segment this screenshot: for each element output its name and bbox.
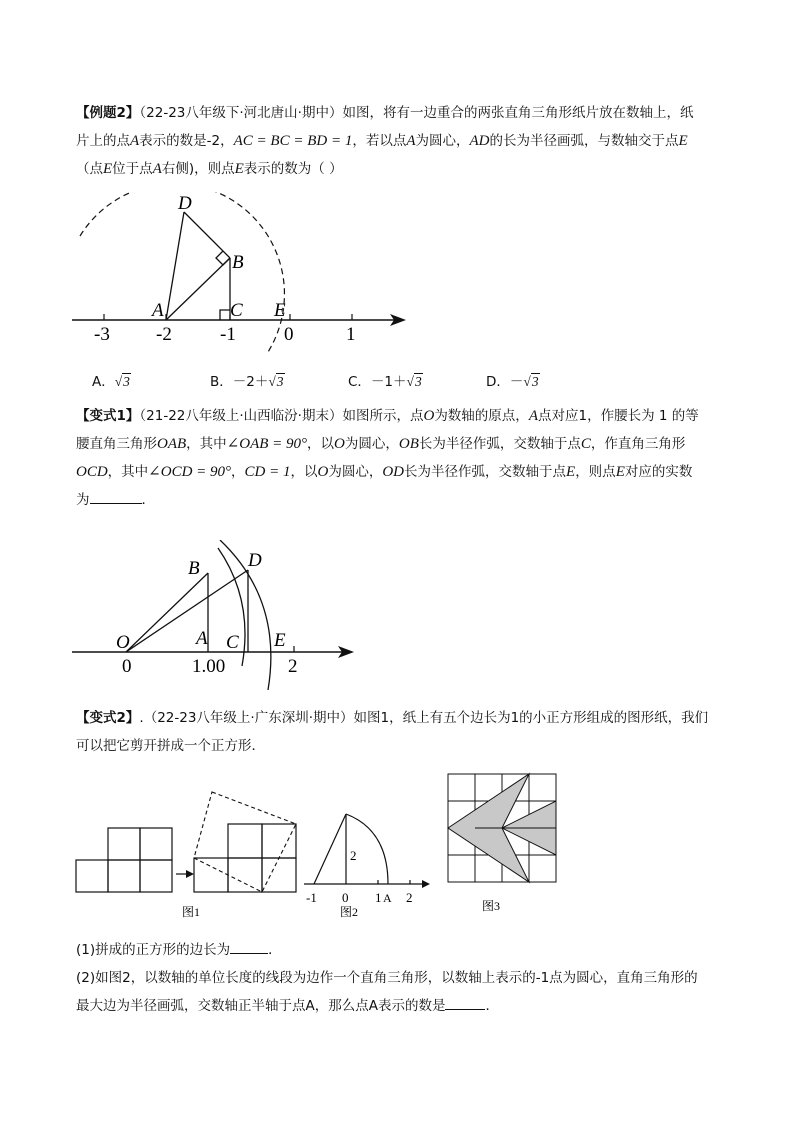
text-segment: 为圆心， [344,436,399,452]
text-segment: 点对应1，作腰长为 1 的等 [537,408,699,424]
tick-label: -1 [220,324,236,345]
variant1-source: （21-22八年级上·山西临汾·期末） [139,408,343,424]
tick-label: -1 [306,890,317,905]
text-segment: 位于点 [112,161,153,177]
variant1-tag: 【变式1】 [76,408,140,424]
label-A: A [196,628,208,649]
label-C: C [230,300,243,321]
question-2-line1: (2)如图2，以数轴的单位长度的线段为边作一个直角三角形，以数轴上表示的-1点为圆心，直角三角形的 [76,970,698,986]
text-segment: 长为半径作弧，交数轴于点 [404,464,567,480]
text-segment: 为 [76,492,90,508]
variant1-figure [68,540,358,690]
option-letter: C． [348,374,371,390]
triangles [166,212,230,320]
example2-source: （22-23八年级下·河北唐山·期中） [139,105,343,121]
radicand: 3 [276,374,284,389]
variant1-line3 [76,458,726,486]
label-E: E [274,300,286,321]
variant1-problem-text [76,402,726,514]
fig1-shape [76,828,172,892]
fig2-height-label: 2 [350,848,357,863]
math-var: E [678,133,688,149]
option-letter: B． [210,374,233,390]
fig2-triangle [314,814,410,884]
variant2-tag: 【变式2】 [76,710,140,726]
caption-fig3: 图3 [482,899,501,913]
example2-line2 [76,127,726,155]
option-prefix: －2＋ [232,374,269,390]
label-B: B [232,252,244,273]
text-segment: 腰直角三角形 [76,436,157,452]
variant1-line4 [76,486,726,514]
question-1 [76,936,726,964]
option-a[interactable] [92,370,131,390]
question-2-line2 [76,992,726,1020]
text-segment: ，则点 [575,464,616,480]
label-E: E [274,630,286,651]
option-d[interactable] [486,370,540,390]
variant1-line1 [76,402,726,430]
text-segment: 的长为半径画弧，与数轴交于点 [489,133,679,149]
caption-fig2: 图2 [340,905,359,919]
text-segment: ，若以点 [352,133,407,149]
tick-label: 1.00 [192,656,226,677]
text-segment: 为圆心， [415,133,470,149]
option-prefix: － [509,374,524,390]
variant2-source: .（22-23八年级上·广东深圳·期中）如图1，纸上有五个边长为1的小正方形组成的图形纸，我们 [139,710,709,726]
variant2-line2: 可以把它剪开拼成一个正方形． [76,738,265,754]
option-letter: A． [92,374,115,390]
text-segment: ． [268,942,282,958]
dashed-square [194,792,296,892]
tick-label-a: A [383,891,392,905]
example2-line3 [76,155,726,183]
tick-label: 0 [122,656,132,677]
text-segment: 右侧)，则点 [161,161,235,177]
math-var: A [406,133,416,149]
math-var: OB [398,436,419,452]
variant2-questions [76,936,726,1020]
tick-label: 2 [288,656,298,677]
example2-line1-text: 如图，将有一边重合的两张直角三角形纸片放在数轴上，纸 [342,105,694,121]
math-var: C [580,436,591,452]
sqrt-symbol: √3 [523,374,539,389]
label-B: B [188,558,200,579]
variant2-line1 [76,704,726,732]
math-var: O [334,436,345,452]
label-A: A [152,300,164,321]
example2-figure [68,192,418,360]
math-equation: ∠OAB = 90° [226,436,308,452]
math-var: AD [469,133,490,149]
example2-tag: 【例题2】 [76,105,140,121]
text-segment: 表示的数是-2， [139,133,234,149]
text-segment: 表示的数为（ ） [243,161,343,177]
example2-line1 [76,99,726,127]
math-var: A [152,161,162,177]
text-segment: ， [231,464,245,480]
math-equation: CD = 1 [244,464,291,480]
sqrt-symbol: √3 [268,374,284,389]
caption-fig1: 图1 [182,905,201,919]
label-O: O [116,632,130,653]
text-segment: ，其中 [107,464,149,480]
variant1-line2 [76,430,726,458]
text-segment: ． [485,998,499,1014]
tick-label: 0 [342,890,349,905]
math-var: E [234,161,244,177]
tick-label: 1 [375,890,382,905]
text-segment: ，作直角三角形 [590,436,686,452]
arrow-icon [176,870,194,878]
tick-label: 2 [406,890,413,905]
tick-label: -2 [156,324,172,345]
answer-blank[interactable] [230,939,268,954]
tick-label: -3 [94,324,110,345]
radicand: 3 [531,374,539,389]
variant2-problem-text [76,704,726,760]
option-b[interactable] [210,370,285,390]
text-segment: ，其中 [186,436,227,452]
text-segment: ． [141,492,155,508]
text-segment: ，以 [290,464,318,480]
math-var: OCD [76,464,108,480]
tick-label: 1 [346,324,356,345]
text-segment: 片上的点 [76,133,130,149]
radicand: 3 [414,374,422,389]
math-var: A [130,133,140,149]
math-var: O [423,408,435,424]
math-var: OD [382,464,405,480]
fig2-axis-arrow [422,880,430,888]
math-equation: ∠OCD = 90° [148,464,232,480]
math-var: OAB [157,436,187,452]
tick-label: 0 [284,324,294,345]
variant2-figures [72,770,562,920]
math-var: O [317,464,329,480]
example2-problem-text [76,99,726,183]
option-letter: D． [486,374,510,390]
text-segment: ，以 [307,436,335,452]
sqrt-symbol: √3 [114,374,130,389]
math-var: E [566,464,576,480]
answer-blank[interactable] [445,995,485,1010]
axis-ticks [104,314,352,320]
q1-text: (1)拼成的正方形的边长为 [76,942,231,958]
label-C: C [226,632,239,653]
q2-text: 最大边为半径画弧，交数轴正半轴于点A，那么点A表示的数是 [76,998,446,1014]
math-var: A [528,408,538,424]
text-segment: （点 [76,161,103,177]
fig1-rearranged [194,824,296,892]
dashed-arc [80,192,284,352]
text-segment: 长为半径作弧，交数轴于点 [418,436,581,452]
text-segment: 如图所示，点 [342,408,424,424]
sqrt-symbol: √3 [406,374,422,389]
option-prefix: －1＋ [370,374,407,390]
text-segment: 为数轴的原点， [434,408,529,424]
text-segment: 对应的实数 [624,464,693,480]
option-c[interactable] [348,370,423,390]
math-equation: AC = BC = BD = 1 [233,133,353,149]
math-var: E [103,161,113,177]
text-segment: 为圆心， [328,464,383,480]
label-D: D [248,550,262,571]
label-D: D [178,193,192,214]
answer-blank[interactable] [90,489,142,504]
radicand: 3 [123,374,130,389]
math-var: E [615,464,625,480]
